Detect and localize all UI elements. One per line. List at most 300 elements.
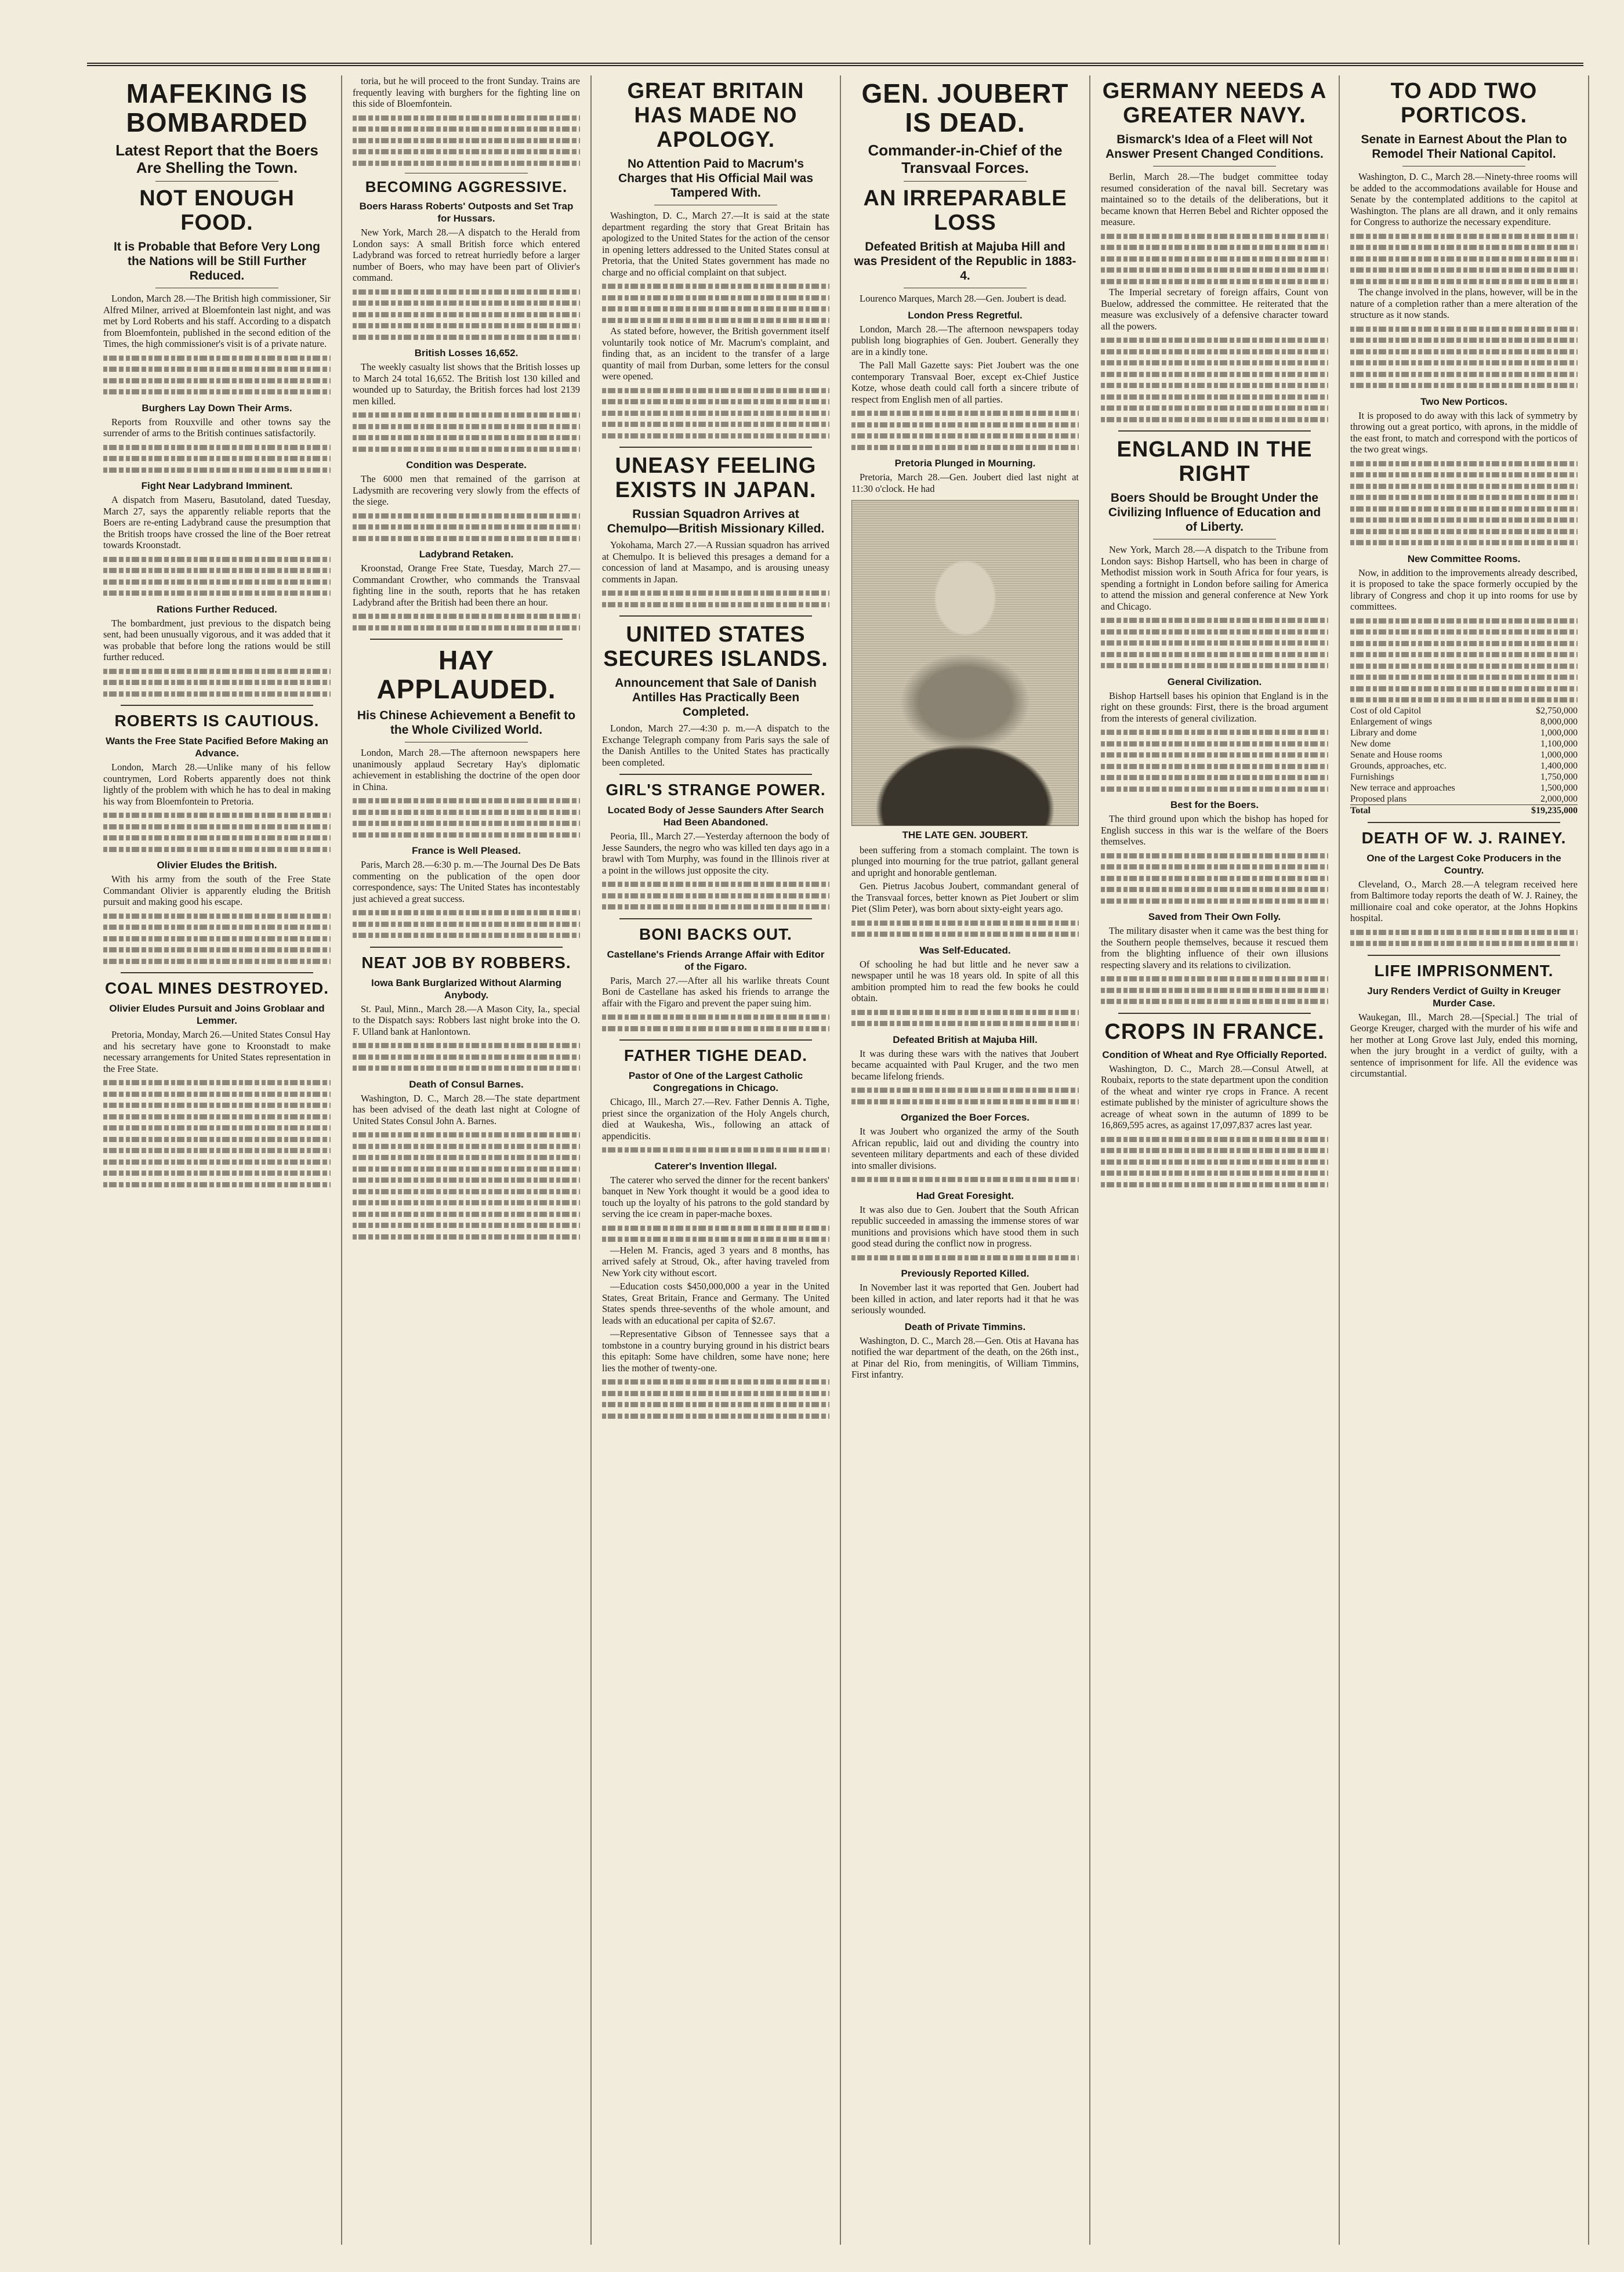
cost-label: Cost of old Capitol [1350,705,1422,716]
illegible-text-line [1350,926,1578,938]
illegible-text-line [602,599,829,610]
illegible-text-line [353,622,580,633]
illegible-text-line [1101,402,1328,414]
illegible-text-line [1101,230,1328,242]
illegible-text-line [851,407,1079,419]
illegible-text-line [103,1167,331,1179]
illegible-text-line [103,921,331,933]
illegible-text-line [353,1174,580,1186]
illegible-text-line [602,1222,829,1234]
illegible-text-line [851,1084,1079,1096]
article-paragraph: Cleveland, O., March 28.—A telegram received here from Baltimore today reports the death of W. J. Rainey, the millionaire coal and coke operator, at the Johns Hopkins hospital. [1350,878,1578,923]
cost-row [1350,705,1578,716]
cost-row [1350,793,1578,805]
illegible-text-line [1350,626,1578,637]
illegible-text-line [602,407,829,419]
column-1 [93,75,342,2245]
subhead: British Losses 16,652. [414,347,519,358]
illegible-text-line [851,928,1079,940]
illegible-text-line [1101,1179,1328,1190]
illegible-text-line [103,564,331,576]
illegible-text-line [1350,491,1578,503]
subhead: Two New Porticos. [1420,396,1507,407]
illegible-text-line [103,386,331,397]
illegible-text-line [1350,660,1578,672]
article-paragraph: In November last it was reported that Gen. Joubert had been killed in action, and later reports had it that he was seriously wounded. [851,1282,1079,1316]
illegible-text-line [1350,264,1578,276]
subhead: Was Self-Educated. [919,944,1011,956]
article-paragraph: The Imperial secretary of foreign affairs, Count von Buelow, addressed the committee. He reiterated that the measure was exclusively of a defensive character toward all the powers. [1101,287,1328,332]
headline-uneasy-feeling: UNEASY FEELING EXISTS IN JAPAN. [615,454,817,502]
illegible-text-line [602,430,829,441]
illegible-text-line [353,806,580,818]
illegible-text-line [851,917,1079,929]
illegible-text-line [353,112,580,124]
article-paragraph: toria, but he will proceed to the front Sunday. Trains are frequently leaving with burghers for the fighting line on this side of Bloemfontein. [353,75,580,109]
article-paragraph: New York, March 28.—A dispatch to the Tribune from London says: Bishop Hartsell, who has been in charge of Methodist mission work in South Africa for four years, is spending a fortnight in London before sailing for America to attend the mission and general conference at New York and Chicago. [1101,544,1328,612]
article-paragraph: Washington, D. C., March 28.—The state department has been advised of the death last night at Cologne of United States Consul John A. Barnes. [353,1092,580,1126]
portrait-caption: THE LATE GEN. JOUBERT. [902,829,1028,840]
illegible-text-line [602,878,829,890]
subhead: Boers Harass Roberts' Outposts and Set Trap for Hussars. [359,201,574,224]
illegible-text-line [1350,480,1578,492]
cost-total-row [1350,805,1578,816]
subhead: General Civilization. [1167,676,1262,687]
cost-label: Library and dome [1350,727,1417,738]
article-paragraph: The 6000 men that remained of the garrison at Ladysmith are recovering very slowly from the effects of the siege. [353,473,580,507]
cost-label: Furnishings [1350,771,1394,782]
illegible-text-line [353,421,580,432]
deck-boers-shelling: Latest Report that the Boers Are Shelling the Town. [115,142,318,176]
article-paragraph: It is proposed to do away with this lack of symmetry by throwing out a great portico, with aprons, in the middle of the east front, to match and correspond with the porticos of the two great wings. [1350,410,1578,455]
illegible-text-line [103,352,331,364]
illegible-text-line [353,1208,580,1220]
subhead: Caterer's Invention Illegal. [654,1160,777,1172]
subhead: Death of Consul Barnes. [409,1078,524,1090]
illegible-text-line [353,795,580,806]
illegible-text-line [353,146,580,157]
article-paragraph: Kroonstad, Orange Free State, Tuesday, March 27.—Commandant Crowther, who commands the Transvaal fighting line in the south, reports that he has retaken Ladybrand after the British had been there an hour. [353,563,580,608]
illegible-text-line [1101,738,1328,749]
cost-row [1350,749,1578,760]
illegible-text-line [353,510,580,521]
divider [1368,822,1560,823]
cost-amount: 1,500,000 [1540,782,1578,793]
illegible-text-line [1101,771,1328,783]
cost-label: Enlargement of wings [1350,716,1433,727]
article-paragraph: Waukegan, Ill., March 28.—[Special.] The trial of George Kreuger, charged with the murder of his wife and her mother at Long Grove last July, ended this morning, when the jury brought in a verdict of guilty, with a sentence of imprisonment for life. All the evidence was circumstantial. [1350,1011,1578,1079]
subhead: Burghers Lay Down Their Arms. [142,402,292,414]
illegible-text-line [353,521,580,532]
headline-death-rainey: DEATH OF W. J. RAINEY. [1361,828,1567,847]
illegible-text-line [1350,368,1578,380]
headline-life-imprisonment: LIFE IMPRISONMENT. [1374,961,1554,980]
divider [619,447,812,448]
deck-not-enough-food: NOT ENOUGH FOOD. [139,186,295,235]
illegible-text-line [353,1163,580,1175]
column-6 [1340,75,1589,2245]
cost-row [1350,771,1578,782]
illegible-text-line [602,901,829,912]
column-2 [342,75,592,2245]
article-paragraph: Washington, D. C., March 28.—Consul Atwell, at Roubaix, reports to the state department upon the condition of the wheat and winter rye crops in France. A recent estimate published by the minister of agriculture shows the acreage of wheat sown in the autumn of 1899 to be 16,869,595 acres, as against 17,097,837 acres last year. [1101,1063,1328,1130]
divider [1118,1013,1311,1014]
illegible-text-line [353,1140,580,1152]
illegible-text-line [851,1017,1079,1029]
illegible-text-line [1101,648,1328,660]
illegible-text-line [1101,883,1328,895]
deck: His Chinese Achievement a Benefit to the Whole Civilized World. [357,709,576,737]
article-paragraph: St. Paul, Minn., March 28.—A Mason City, Ia., special to the Dispatch says: Robbers last night broke into the O. F. Ulland bank at Hanlontown. [353,1003,580,1037]
illegible-text-line [353,309,580,320]
illegible-text-line [103,955,331,967]
illegible-text-line [353,331,580,343]
cost-amount: 1,400,000 [1540,760,1578,771]
illegible-text-line [353,907,580,918]
illegible-text-line [1101,660,1328,671]
illegible-text-line [353,1231,580,1242]
divider [1368,955,1560,956]
illegible-text-line [103,821,331,832]
illegible-text-line [103,1088,331,1100]
article-paragraph: Of schooling he had but little and he never saw a newspaper until he was 18 years old. In spite of all this ambition prompted him to read the few books he could obtain. [851,958,1079,1003]
illegible-text-line [1101,973,1328,984]
illegible-text-line [1101,1133,1328,1145]
illegible-text-line [1350,537,1578,548]
headline-england-right: ENGLAND IN THE RIGHT [1116,437,1313,486]
headline-hay-applauded: HAY APPLAUDED. [376,645,556,704]
illegible-text-line [1350,637,1578,649]
subhead: Fight Near Ladybrand Imminent. [141,480,293,491]
illegible-text-line [103,587,331,599]
illegible-text-line [602,1011,829,1023]
illegible-text-line [602,396,829,407]
article-paragraph: The change involved in the plans, however, will be in the nature of a completion rather than a mere alteration of the structure as it now stands. [1350,287,1578,320]
article-paragraph: Washington, D. C., March 28.—Ninety-three rooms will be added to the accommodations available for House and Senate by the contemplated additions to the capitol at Washington. The plans are all drawn, and it only remains for Congress to authorize the necessary expenditure. [1350,171,1578,227]
illegible-text-line [1101,391,1328,403]
illegible-text-line [353,532,580,544]
illegible-text-line [1101,749,1328,760]
divider [370,947,563,948]
illegible-text-line [1101,861,1328,872]
illegible-text-line [602,1023,829,1034]
article-paragraph: Pretoria, Monday, March 26.—United States Consul Hay and his secretary have gone to Kroonstadt to make necessary arrangements for United States representation in the Free State. [103,1029,331,1074]
illegible-text-line [103,1111,331,1122]
illegible-text-line [353,1129,580,1140]
article-paragraph: London, March 28.—The afternoon newspapers today publish long biographies of Gen. Joubert. Generally they are in a kindly tone. [851,323,1079,357]
headline-father-tighe: FATHER TIGHE DEAD. [624,1046,808,1064]
illegible-text-line [103,375,331,386]
illegible-text-line [103,363,331,375]
article-paragraph: been suffering from a stomach complaint. The town is plunged into mourning for the true patriot, gallant general and upright and honorable gentleman. [851,844,1079,878]
column-5 [1090,75,1340,2245]
article-paragraph: The Pall Mall Gazette says: Piet Joubert was the one contemporary Transvaal Boer, except ex-Chief Justice Kotze, whose death could call forth a sincere tribute of respect from English men of all parties. [851,360,1079,405]
illegible-text-line [1350,458,1578,469]
article-paragraph: Peoria, Ill., March 27.—Yesterday afternoon the body of Jesse Saunders, the negro who was killed ten days ago in a brawl with Tom Murphy, was found in the Illinois river at a point in the willows just opposite the city. [602,831,829,876]
article-paragraph: Pretoria, March 28.—Gen. Joubert died last night at 11:30 o'clock. He had [851,472,1079,494]
illegible-text-line [353,1197,580,1208]
article-paragraph: Reports from Rouxville and other towns say the surrender of arms to the British continues satisfactorily. [103,416,331,439]
illegible-text-line [103,933,331,944]
illegible-text-line [1350,334,1578,346]
illegible-text-line [1101,850,1328,861]
illegible-text-line [1350,469,1578,480]
cost-amount: $2,750,000 [1536,705,1578,716]
divider [370,639,563,640]
subhead: Rations Further Reduced. [157,603,277,615]
illegible-text-line [1101,264,1328,276]
subhead: Death of Private Timmins. [904,1321,1026,1332]
illegible-text-line [602,385,829,396]
cost-label: New dome [1350,738,1391,749]
illegible-text-line [1350,615,1578,626]
deck: Senate in Earnest About the Plan to Remodel Their National Capitol. [1361,133,1567,161]
joubert-portrait-image [851,500,1079,826]
deck: Defeated British at Majuba Hill and was President of the Republic in 1883-4. [854,240,1076,282]
article-paragraph: It was during these wars with the natives that Joubert became acquainted with Paul Kruger, and the two men became lifelong friends. [851,1048,1079,1082]
illegible-text-line [1101,346,1328,357]
cost-amount: 1,100,000 [1540,738,1578,749]
illegible-text-line [1101,368,1328,380]
illegible-text-line [103,553,331,565]
cost-amount: 2,000,000 [1540,793,1578,804]
illegible-text-line [602,587,829,599]
article-paragraph: As stated before, however, the British government itself voluntarily took notice of Mr. Macrum's complaint, and finding that, as an incident to the transfer of a large quantity of mail from Durban, some letters for the consul were opened. [602,325,829,382]
cost-label: New terrace and approaches [1350,782,1455,793]
illegible-text-line [1350,276,1578,287]
illegible-text-line [103,576,331,588]
illegible-text-line [1101,357,1328,368]
illegible-text-line [353,123,580,135]
subhead: Pastor of One of the Largest Catholic Congregations in Chicago. [628,1070,803,1093]
cost-amount: 1,750,000 [1540,771,1578,782]
illegible-text-line [1101,1144,1328,1156]
illegible-text-line [353,409,580,421]
article-paragraph: Chicago, Ill., March 27.—Rev. Father Dennis A. Tighe, priest since the organization of the Holy Angels church, died at Waukesha, Wis., following an attack of appendicitis. [602,1096,829,1142]
subhead: Located Body of Jesse Saunders After Search Had Been Abandoned. [607,805,824,828]
illegible-text-line [602,890,829,901]
deck: Boers Should be Brought Under the Civilizing Influence of Education and of Liberty. [1108,491,1321,534]
illegible-text-line [1101,637,1328,648]
illegible-text-line [1350,357,1578,368]
illegible-text-line [1101,1156,1328,1168]
illegible-text-line [103,1099,331,1111]
illegible-text-line [103,665,331,677]
article-paragraph: London, March 28.—The British high commissioner, Sir Alfred Milner, arrived at Bloemfontein last night, and was met by Lord Roberts and his staff. According to a dispatch from Bloemfontein, published in the second edition of the Times, the high commissioner's visit is of a private nature. [103,293,331,349]
column-3 [592,75,841,2245]
illegible-text-line [103,910,331,922]
illegible-text-line [1350,648,1578,660]
headline-boni-backs-out: BONI BACKS OUT. [639,925,792,943]
cost-amount: 1,000,000 [1540,727,1578,738]
illegible-text-line [353,817,580,829]
illegible-text-line [103,1144,331,1156]
illegible-text-line [353,918,580,930]
illegible-text-line [851,430,1079,441]
column-4 [841,75,1090,2245]
cost-row [1350,738,1578,749]
illegible-text-line [1350,937,1578,949]
deck-rations: It is Probable that Before Very Long the Nations will be Still Further Reduced. [114,240,320,282]
headline-united-states-islands: UNITED STATES SECURES ISLANDS. [603,622,828,671]
divider [619,774,812,775]
illegible-text-line [103,688,331,700]
subhead: Olivier Eludes the British. [157,860,277,871]
subhead: Iowa Bank Burglarized Without Alarming Anybody. [371,977,561,1001]
article-paragraph: It was Joubert who organized the army of the South African republic, laid out and dividing the country into seventeen military departments and each of these divided into smaller divisions. [851,1126,1079,1171]
illegible-text-line [1350,526,1578,537]
illegible-text-line [353,1039,580,1051]
headline-coal-mines: COAL MINES DESTROYED. [104,979,329,997]
article-paragraph: Paris, March 27.—After all his warlike threats Count Boni de Castellane has asked his friends to arrange the affair with the Figaro and prevent the paper suing him. [602,974,829,1009]
illegible-text-line [353,320,580,331]
headline-irreparable-loss: AN IRREPARABLE LOSS [863,186,1067,235]
illegible-text-line [851,1252,1079,1263]
article-paragraph: The bombardment, just previous to the dispatch being sent, had been unusually vigorous, and it was added that it was probable that before long the rations would be still further reduced. [103,617,331,662]
article-paragraph: Bishop Hartsell bases his opinion that England is in the right on these grounds: First, there is the broad argument from the interests of general civilization. [1101,690,1328,724]
subhead: Organized the Boer Forces. [901,1112,1030,1123]
deck: No Attention Paid to Macrum's Charges that His Official Mail was Tampered With. [618,157,814,200]
cost-amount: 8,000,000 [1540,716,1578,727]
subhead: Castellane's Friends Arrange Affair with Editor of the Figaro. [607,948,825,972]
illegible-text-line [1101,760,1328,772]
illegible-text-line [103,676,331,688]
divider [619,1039,812,1041]
cost-label: Senate and House rooms [1350,749,1442,760]
illegible-text-line [1101,783,1328,795]
subhead: Pretoria Plunged in Mourning. [894,458,1036,469]
subhead: Condition was Desperate. [406,459,527,470]
illegible-text-line [353,286,580,298]
article-paragraph: Washington, D. C., March 28.—Gen. Otis at Havana has notified the war department of the death, on the 26th inst., at Pinar del Rio, from meningitis, of William Timmins, First infantry. [851,1335,1079,1380]
article-paragraph: It was also due to Gen. Joubert that the South African republic succeeded in amassing the immense stores of war munitions and provisions which have stood them in such good stead during the conflict now in progress. [851,1204,1079,1249]
subhead: London Press Regretful. [908,309,1023,321]
article-paragraph: Lourenco Marques, March 28.—Gen. Joubert is dead. [860,293,1067,304]
subhead: Previously Reported Killed. [901,1268,1030,1279]
subhead: Had Great Foresight. [916,1190,1014,1201]
illegible-text-line [103,452,331,464]
illegible-text-line [602,1376,829,1387]
illegible-text-line [851,441,1079,453]
illegible-text-line [103,1179,331,1190]
illegible-text-line [851,1006,1079,1018]
top-rule [87,63,1583,66]
illegible-text-line [1101,276,1328,287]
article-paragraph: London, March 27.—4:30 p. m.—A dispatch to the Exchange Telegraph company from Paris says the sale of the Danish Antilles to the United States has practically been completed. [602,723,829,768]
illegible-text-line [1101,726,1328,738]
deck: Bismarck's Idea of a Fleet will Not Answer Present Changed Conditions. [1105,133,1324,161]
cost-total-amount: $19,235,000 [1508,805,1578,816]
article-paragraph: —Helen M. Francis, aged 3 years and 8 months, has arrived safely at Stroud, Ok., after having traveled from New York city without escort. [602,1244,829,1278]
headline-girls-strange-power: GIRL'S STRANGE POWER. [606,781,826,799]
subhead: Olivier Eludes Pursuit and Joins Groblaar and Lemmer. [109,1003,325,1026]
article-paragraph: —Representative Gibson of Tennessee says that a tombstone in a country burying ground in his district bears this epitaph: Some have children, some have none; here lies the mother of twenty-one. [602,1328,829,1374]
article-paragraph: London, March 28.—Unlike many of his fellow countrymen, Lord Roberts apparently does not think lightly of the problem with which he has to deal in making his way from Bloemfontein to Pretoria. [103,762,331,807]
illegible-text-line [1101,253,1328,264]
headline-great-britain: GREAT BRITAIN HAS MADE NO APOLOGY. [627,79,804,152]
headline-two-porticos: TO ADD TWO PORTICOS. [1390,79,1538,128]
illegible-text-line [1101,241,1328,253]
illegible-text-line [1101,984,1328,996]
illegible-text-line [353,135,580,146]
subhead: Best for the Boers. [1170,799,1259,810]
illegible-text-line [1101,626,1328,637]
subhead: France is Well Pleased. [412,845,521,856]
illegible-text-line [602,1387,829,1399]
cost-row [1350,727,1578,738]
illegible-text-line [103,464,331,476]
illegible-text-line [353,1051,580,1063]
illegible-text-line [602,1410,829,1422]
subhead: Ladybrand Retaken. [419,549,514,560]
article-paragraph: The weekly casualty list shows that the British losses up to March 24 total 16,652. The British lost 130 killed and wounded up to Saturday, the British forces had lost 2139 men killed. [353,361,580,407]
article-paragraph: New York, March 28.—A dispatch to the Herald from London says: A small British force which entered Ladybrand was forced to retreat hurriedly before a larger number of Boers, who may have been part of Olivier's command. [353,227,580,283]
illegible-text-line [353,829,580,840]
subhead: Condition of Wheat and Rye Officially Reported. [1102,1049,1327,1060]
headline-becoming-aggressive: BECOMING AGGRESSIVE. [365,178,568,195]
illegible-text-line [602,303,829,314]
deck: Announcement that Sale of Danish Antilles Has Practically Been Completed. [615,676,817,719]
illegible-text-line [1350,694,1578,705]
divider [1118,430,1311,432]
illegible-text-line [1101,414,1328,425]
article-paragraph: Washington, D. C., March 27.—It is said at the state department regarding the story that Great Britain has apologized to the United States for the action of the censor in opening letters addressed to the United States consul at Pretoria, that the United States government has made no charge and no official complaint on that subject. [602,210,829,278]
illegible-text-line [1101,995,1328,1007]
headline-roberts-cautious: ROBERTS IS CAUTIOUS. [114,712,320,730]
illegible-text-line [1350,241,1578,253]
illegible-text-line [353,1062,580,1074]
illegible-text-line [602,1233,829,1245]
subhead: Saved from Their Own Folly. [1148,911,1281,922]
divider [619,615,812,617]
illegible-text-line [353,443,580,455]
deck: Commander-in-Chief of the Transvaal Forces. [868,142,1063,176]
illegible-text-line [851,1173,1079,1185]
illegible-text-line [353,432,580,443]
illegible-text-line [103,944,331,955]
subhead: Wants the Free State Pacified Before Making an Advance. [106,735,328,759]
illegible-text-line [353,1186,580,1197]
divider [904,181,1027,182]
headline-crops-france: CROPS IN FRANCE. [1104,1019,1325,1044]
illegible-text-line [851,1096,1079,1107]
article-paragraph: London, March 28.—The afternoon newspapers here unanimously applaud Secretary Hay's diplomatic achievement in establishing the doctrine of the open door in China. [353,747,580,792]
subhead: Defeated British at Majuba Hill. [893,1034,1038,1045]
illegible-text-line [1350,671,1578,683]
illegible-text-line [1350,514,1578,526]
headline-neat-job: NEAT JOB BY ROBBERS. [361,953,571,972]
illegible-text-line [103,441,331,453]
article-paragraph: A dispatch from Maseru, Basutoland, dated Tuesday, March 27, says the apparently reliable reports that the Boers are re-enting Ladybrand cause the presumption that the British troops have crossed the line of the Boer retreat towards Kroonstadt. [103,494,331,550]
illegible-text-line [353,1151,580,1163]
illegible-text-line [1350,253,1578,264]
article-paragraph: The third ground upon which the bishop has hoped for English success in this war is the welfare of the Boers themselves. [1101,813,1328,847]
cost-label: Grounds, approaches, etc. [1350,760,1447,771]
cost-amount: 1,000,000 [1540,749,1578,760]
illegible-text-line [851,419,1079,430]
divider [155,181,278,182]
divider [121,972,313,973]
article-paragraph: Yokohama, March 27.—A Russian squadron has arrived at Chemulpo. It is believed this presages a demand for a concession of land at Masampo, and is arousing uneasy comments in Japan. [602,539,829,585]
headline-mafeking: MAFEKING IS BOMBARDED [126,78,308,137]
illegible-text-line [602,1144,829,1155]
article-paragraph: Paris, March 28.—6:30 p. m.—The Journal Des De Bats commenting on the publication of the open door correspondence, says: The United States has incontestably just achieved a great success. [353,859,580,904]
article-paragraph: Now, in addition to the improvements already described, it is proposed to take the space formerly occupied by the library of Congress and chop it up into rooms for use by committees. [1350,567,1578,612]
capitol-cost-table [1350,705,1578,816]
deck: Russian Squadron Arrives at Chemulpo—British Missionary Killed. [607,508,825,535]
article-paragraph: Gen. Pietrus Jacobus Joubert, commandant general of the Transvaal forces, better known as Piet Joubert or slim Piet (Slim Peter), was born about sixty-eight years ago. [851,880,1079,914]
illegible-text-line [353,157,580,169]
